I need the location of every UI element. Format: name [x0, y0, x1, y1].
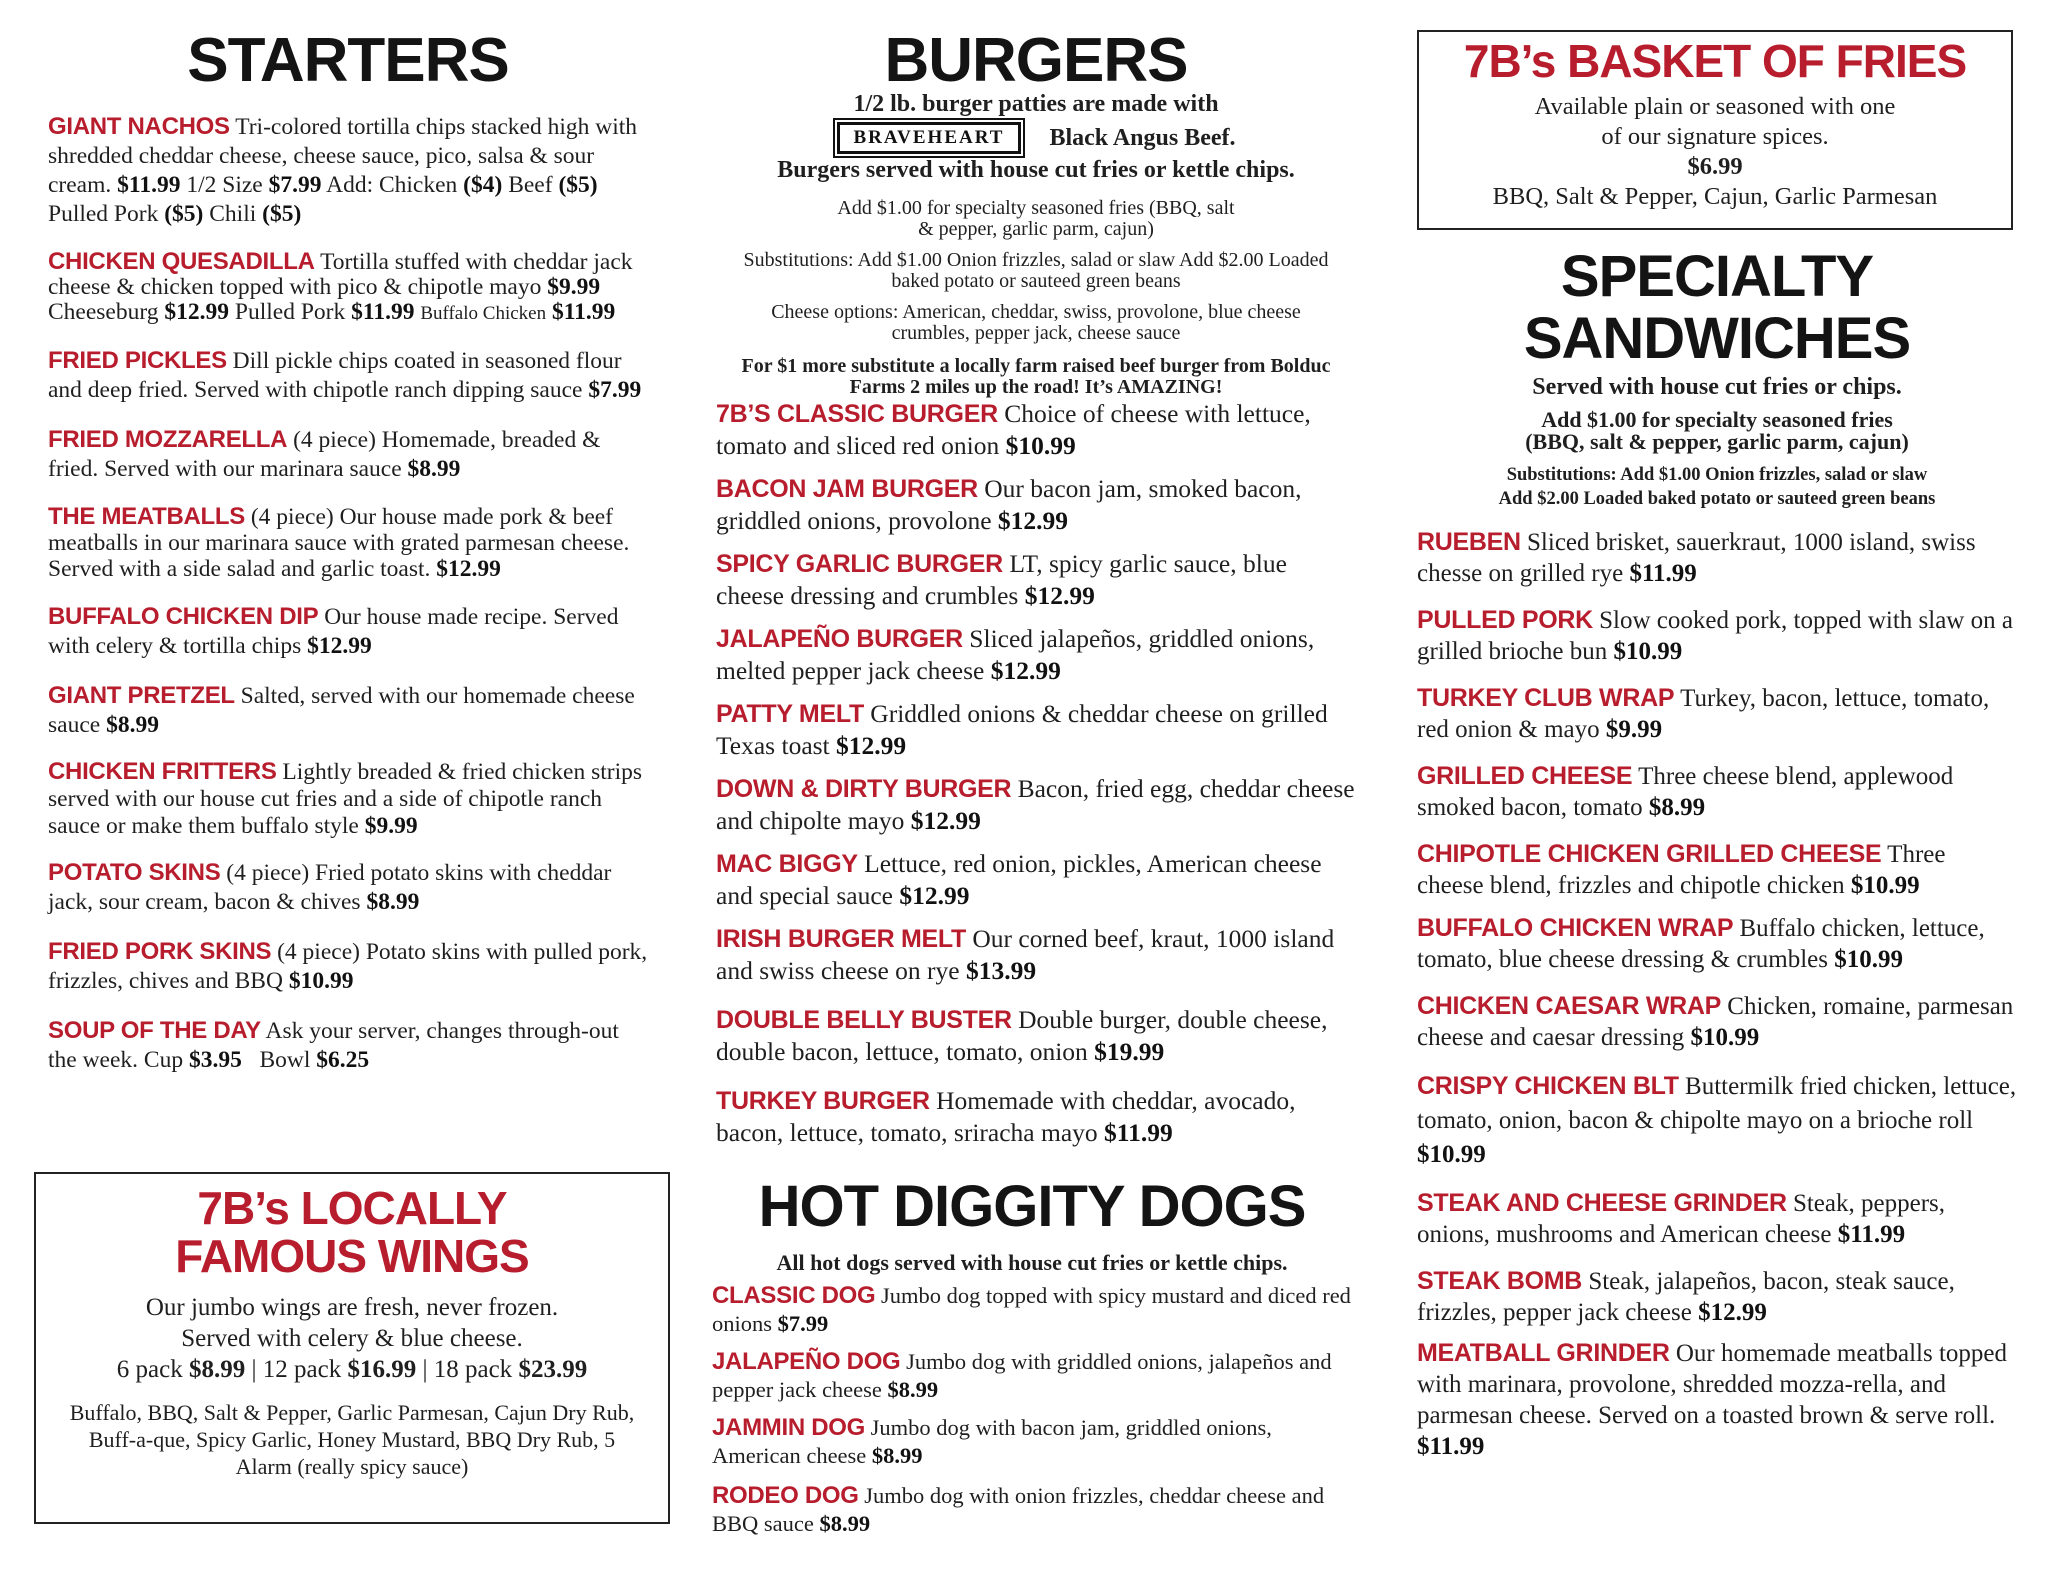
fries-title: 7B’s BASKET OF FRIES — [1463, 35, 1967, 87]
burgers-notes: Add $1.00 for specialty seasoned fries (BBQ, salt & pepper, garlic parm, cajun) Substitutions: Add $1.00 Onion frizzles, salad or slaw Add $2.00 Loaded baked potato or sauteed green beans Cheese options: American, cheddar, swiss, provolone, blue cheese crumbles, pepper jack, cheese sauce For $1 more substitute a locally farm raised beef burger from Bolduc Farms 2 miles up the road! It’s AMAZING! — [741, 197, 1331, 398]
item-name: 7B’S CLASSIC BURGER — [716, 400, 998, 428]
item-name: RUEBEN — [1417, 528, 1521, 556]
menu-item-jalapeno-dog: JALAPEÑO DOG Jumbo dog with griddled onions, jalapeños and pepper jack cheese $8.99 — [712, 1348, 1332, 1402]
menu-item-soup-of-the-day: SOUP OF THE DAY Ask your server, changes through-out the week. Cup $3.95 Bowl $6.25 — [48, 1017, 619, 1073]
menu-item-chipotle-chicken-grilled-cheese: CHIPOTLE CHICKEN GRILLED CHEESE Three cheese blend, frizzles and chipotle chicken $10.99 — [1417, 840, 1946, 899]
menu-item-classic-dog: CLASSIC DOG Jumbo dog topped with spicy mustard and diced red onions $7.99 — [712, 1282, 1351, 1336]
item-name: JALAPEÑO DOG — [712, 1348, 901, 1375]
menu-item-chicken-quesadilla: CHICKEN QUESADILLA Tortilla stuffed with cheddar jack cheese & chicken topped with pico & chipotle mayo $9.99 Cheeseburg $12.99 Pulled Pork $11.99 Buffalo Chicken $11.99 — [48, 248, 633, 325]
burgers-section — [716, 26, 1356, 1148]
wings-box — [34, 1172, 670, 1524]
item-name: CHICKEN CAESAR WRAP — [1417, 992, 1722, 1020]
item-name: CRISPY CHICKEN BLT — [1417, 1072, 1679, 1100]
item-name: GIANT PRETZEL — [48, 682, 235, 709]
sandwiches-intro: Served with house cut fries or chips. — [1532, 374, 1902, 400]
menu-item-turkey-club-wrap: TURKEY CLUB WRAP Turkey, bacon, lettuce, tomato, red onion & mayo $9.99 — [1417, 684, 1990, 743]
wings-flavors: Buffalo, BBQ, Salt & Pepper, Garlic Parmesan, Cajun Dry Rub, Buff-a-que, Spicy Garlic, Honey Mustard, BBQ Dry Rub, 5 Alarm (really spicy sauce) — [69, 1400, 635, 1479]
fries-price: $6.99 — [1687, 153, 1743, 180]
item-name: GRILLED CHEESE — [1417, 762, 1633, 790]
item-name: CHICKEN FRITTERS — [48, 758, 277, 785]
menu-item-bacon-jam-burger: BACON JAM BURGER Our bacon jam, smoked bacon, griddled onions, provolone $12.99 — [716, 474, 1302, 535]
braveheart-logo: BRAVEHEART — [837, 122, 1022, 154]
wings-description: Our jumbo wings are fresh, never frozen. Served with celery & blue cheese. 6 pack $8.99 | 12 pack $16.99 | 18 pack $23.99 — [36, 1292, 668, 1385]
burgers-intro: 1/2 lb. burger patties are made with BRAVEHEART Black Angus Beef. Burgers served with house cut fries or kettle chips. — [777, 91, 1295, 183]
sandwiches-notes: Add $1.00 for specialty seasoned fries (BBQ, salt & pepper, garlic parm, cajun) Substitutions: Add $1.00 Onion frizzles, salad or slaw Add $2.00 Loaded baked potato or sauteed green beans — [1498, 407, 1936, 509]
menu-item-classic-burger: 7B’S CLASSIC BURGER Choice of cheese with lettuce, tomato and sliced red onion $10.99 — [716, 399, 1311, 460]
menu-item-double-belly-buster: DOUBLE BELLY BUSTER Double burger, double cheese, double bacon, lettuce, tomato, onion $19.99 — [716, 1005, 1328, 1066]
wings-prices: 6 pack $8.99 | 12 pack $16.99 | 18 pack $23.99 — [116, 1356, 588, 1383]
item-name: TURKEY BURGER — [716, 1087, 930, 1115]
sandwiches-title: SPECIALTY SANDWICHES — [1523, 244, 1911, 371]
item-name: MEATBALL GRINDER — [1417, 1339, 1670, 1367]
menu-item-rodeo-dog: RODEO DOG Jumbo dog with onion frizzles, cheddar cheese and BBQ sauce $8.99 — [712, 1482, 1325, 1536]
fries-box — [1417, 30, 2013, 230]
menu-item-jalapeno-burger: JALAPEÑO BURGER Sliced jalapeños, griddled onions, melted pepper jack cheese $12.99 — [716, 624, 1315, 685]
starters-section — [48, 26, 648, 1075]
menu-item-crispy-chicken-blt: CRISPY CHICKEN BLT Buttermilk fried chicken, lettuce, tomato, onion, bacon & chipolte mayo on a brioche roll $10.99 — [1417, 1072, 2017, 1168]
item-name: IRISH BURGER MELT — [716, 925, 966, 953]
menu-item-patty-melt: PATTY MELT Griddled onions & cheddar cheese on grilled Texas toast $12.99 — [716, 699, 1328, 760]
item-name: JALAPEÑO BURGER — [716, 625, 963, 653]
menu-item-buffalo-chicken-wrap: BUFFALO CHICKEN WRAP Buffalo chicken, lettuce, tomato, blue cheese dressing & crumbles $10.99 — [1417, 914, 1985, 973]
hot-dogs-intro: All hot dogs served with house cut fries or kettle chips. — [776, 1250, 1288, 1275]
item-name: MAC BIGGY — [716, 850, 858, 878]
item-name: CHIPOTLE CHICKEN GRILLED CHEESE — [1417, 840, 1882, 868]
item-name: PATTY MELT — [716, 700, 864, 728]
item-name: FRIED PORK SKINS — [48, 938, 272, 965]
menu-item-rueben: RUEBEN Sliced brisket, sauerkraut, 1000 island, swiss chesse on grilled rye $11.99 — [1417, 528, 1976, 587]
menu-item-chicken-caesar-wrap: CHICKEN CAESAR WRAP Chicken, romaine, parmesan cheese and caesar dressing $10.99 — [1417, 992, 2014, 1051]
menu-item-steak-bomb: STEAK BOMB Steak, jalapeños, bacon, steak sauce, frizzles, pepper jack cheese $12.99 — [1417, 1267, 1955, 1326]
menu-item-steak-and-cheese-grinder: STEAK AND CHEESE GRINDER Steak, peppers, onions, mushrooms and American cheese $11.99 — [1417, 1189, 1945, 1248]
item-name: JAMMIN DOG — [712, 1414, 866, 1441]
item-name: SPICY GARLIC BURGER — [716, 550, 1003, 578]
wings-title: 7B’s LOCALLY FAMOUS WINGS — [175, 1182, 529, 1282]
item-name: DOWN & DIRTY BURGER — [716, 775, 1012, 803]
menu-item-spicy-garlic-burger: SPICY GARLIC BURGER LT, spicy garlic sauce, blue cheese dressing and crumbles $12.99 — [716, 549, 1287, 610]
menu-item-buffalo-chicken-dip: BUFFALO CHICKEN DIP Our house made recipe. Served with celery & tortilla chips $12.99 — [48, 603, 619, 659]
item-name: PULLED PORK — [1417, 606, 1593, 634]
menu-item-grilled-cheese: GRILLED CHEESE Three cheese blend, applewood smoked bacon, tomato $8.99 — [1417, 762, 1954, 821]
hot-dogs-section — [712, 1174, 1352, 1538]
item-name: DOUBLE BELLY BUSTER — [716, 1006, 1012, 1034]
fries-description: Available plain or seasoned with one of our signature spices. $6.99 BBQ, Salt & Pepper, Cajun, Garlic Parmesan — [1419, 92, 2011, 212]
item-name: STEAK BOMB — [1417, 1267, 1583, 1295]
item-name: BACON JAM BURGER — [716, 475, 978, 503]
menu-item-mac-biggy: MAC BIGGY Lettuce, red onion, pickles, American cheese and special sauce $12.99 — [716, 849, 1322, 910]
menu-item-pulled-pork: PULLED PORK Slow cooked pork, topped with slaw on a grilled brioche bun $10.99 — [1417, 606, 2013, 665]
menu-item-fried-pickles: FRIED PICKLES Dill pickle chips coated in seasoned flour and deep fried. Served with chipotle ranch dipping sauce $7.99 — [48, 347, 642, 403]
menu-item-down-dirty-burger: DOWN & DIRTY BURGER Bacon, fried egg, cheddar cheese and chipolte mayo $12.99 — [716, 774, 1355, 835]
item-name: BUFFALO CHICKEN WRAP — [1417, 914, 1734, 942]
hot-dogs-title: HOT DIGGITY DOGS — [758, 1174, 1306, 1239]
item-name: TURKEY CLUB WRAP — [1417, 684, 1675, 712]
item-name: SOUP OF THE DAY — [48, 1017, 261, 1044]
item-name: RODEO DOG — [712, 1482, 859, 1509]
burgers-title: BURGERS — [884, 26, 1188, 95]
item-name: FRIED PICKLES — [48, 347, 227, 374]
menu-item-giant-nachos: GIANT NACHOS Tri-colored tortilla chips stacked high with shredded cheddar cheese, cheese sauce, pico, salsa & sour cream. $11.99 1/2 Size $7.99 Add: Chicken ($4) Beef ($5) Pulled Pork ($5) Chili ($5) — [48, 113, 638, 227]
item-name: BUFFALO CHICKEN DIP — [48, 603, 319, 630]
menu-item-fried-pork-skins: FRIED PORK SKINS (4 piece) Potato skins with pulled pork, frizzles, chives and BBQ $10.99 — [48, 938, 648, 994]
item-name: CLASSIC DOG — [712, 1282, 876, 1309]
item-name: POTATO SKINS — [48, 859, 221, 886]
item-name: STEAK AND CHEESE GRINDER — [1417, 1189, 1787, 1217]
item-name: FRIED MOZZARELLA — [48, 426, 288, 453]
item-name: THE MEATBALLS — [48, 503, 245, 530]
item-name: CHICKEN QUESADILLA — [48, 248, 315, 275]
menu-item-fried-mozzarella: FRIED MOZZARELLA (4 piece) Homemade, breaded & fried. Served with our marinara sauce $8.99 — [48, 426, 601, 482]
menu-item-the-meatballs: THE MEATBALLS (4 piece) Our house made pork & beef meatballs in our marinara sauce with grated parmesan cheese. Served with a side salad and garlic toast. $12.99 — [48, 503, 630, 582]
menu-item-turkey-burger: TURKEY BURGER Homemade with cheddar, avocado, bacon, lettuce, tomato, sriracha mayo $11.99 — [716, 1086, 1296, 1147]
menu-item-chicken-fritters: CHICKEN FRITTERS Lightly breaded & fried chicken strips served with our house cut fries and a side of chipotle ranch sauce or make them buffalo style $9.99 — [48, 758, 642, 839]
sandwiches-section — [1417, 246, 2017, 1462]
menu-item-giant-pretzel: GIANT PRETZEL Salted, served with our homemade cheese sauce $8.99 — [48, 682, 635, 738]
starters-title: STARTERS — [187, 26, 509, 95]
menu-item-jammin-dog: JAMMIN DOG Jumbo dog with bacon jam, griddled onions, American cheese $8.99 — [712, 1414, 1272, 1468]
item-name: GIANT NACHOS — [48, 113, 230, 140]
menu-item-meatball-grinder: MEATBALL GRINDER Our homemade meatballs topped with marinara, provolone, shredded mozza-rella, and parmesan cheese. Served on a toasted brown & serve roll. $11.99 — [1417, 1339, 2008, 1460]
menu-item-irish-burger-melt: IRISH BURGER MELT Our corned beef, kraut, 1000 island and swiss cheese on rye $13.99 — [716, 924, 1335, 985]
menu-item-potato-skins: POTATO SKINS (4 piece) Fried potato skins with cheddar jack, sour cream, bacon & chives $8.99 — [48, 859, 612, 915]
